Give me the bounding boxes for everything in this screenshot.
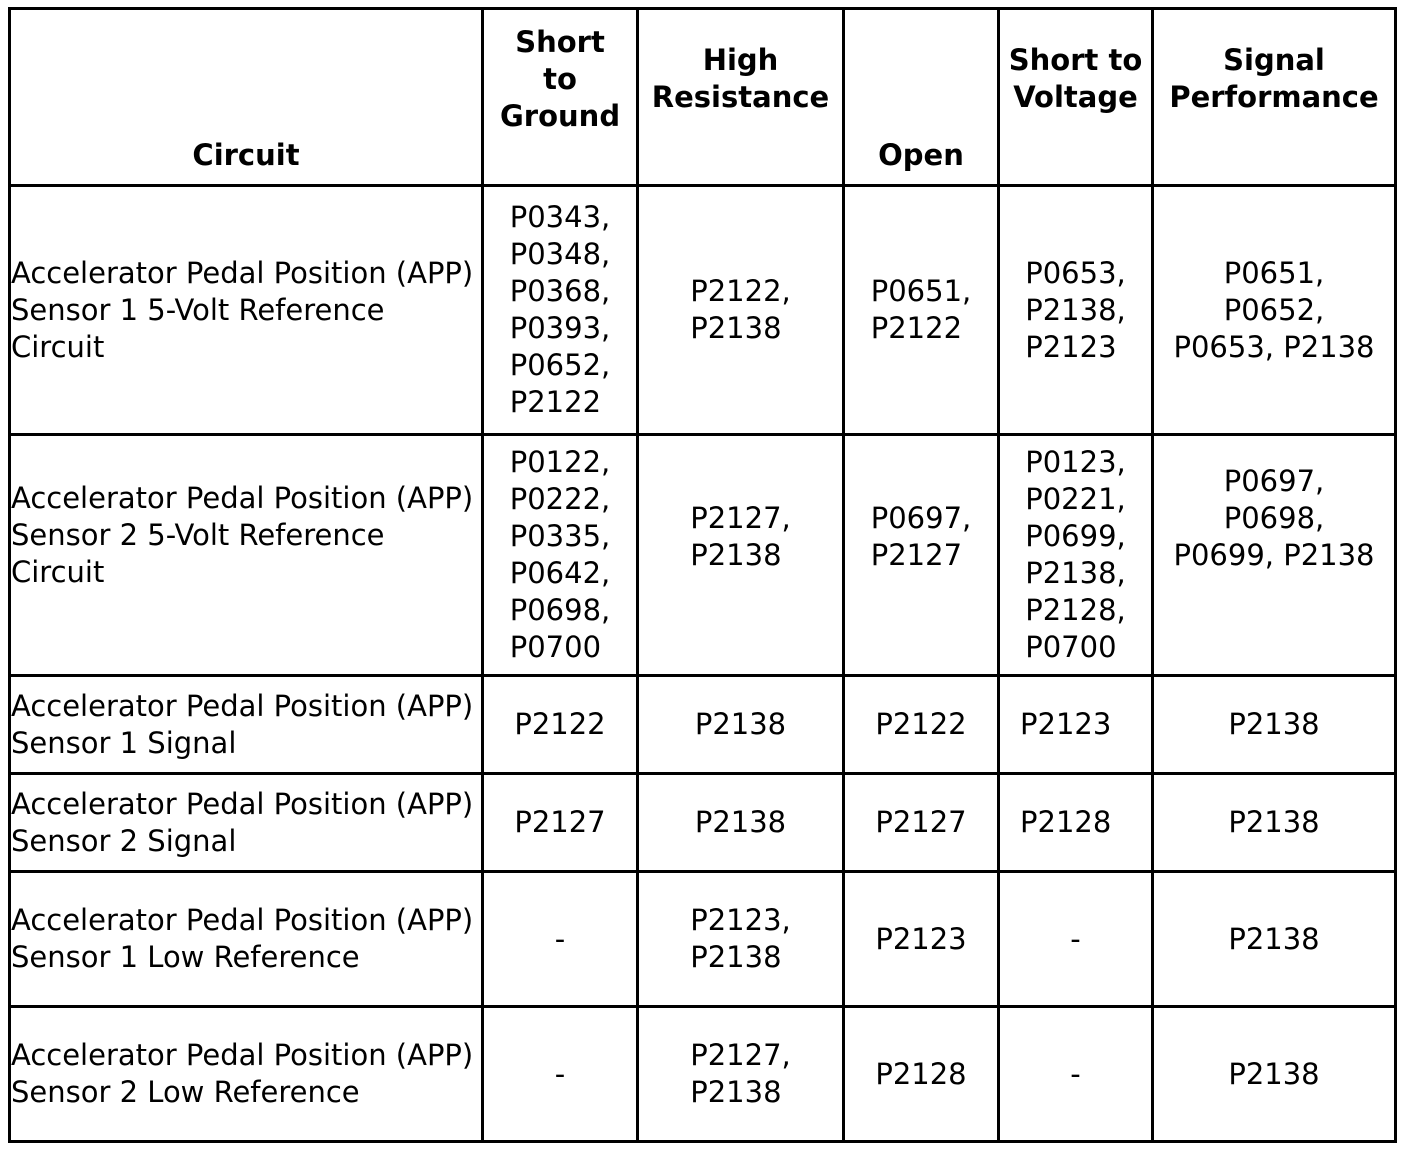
header-circuit: Circuit <box>10 9 483 186</box>
short-to-voltage-cell: - <box>999 1007 1153 1142</box>
open-cell: P2128 <box>844 1007 999 1142</box>
high-resistance-cell: P2138 <box>638 676 844 774</box>
short-to-ground-cell: P2127 <box>483 774 638 872</box>
short-to-voltage-cell: - <box>999 872 1153 1007</box>
table-row <box>10 676 1396 774</box>
header-row <box>10 9 1396 186</box>
short-to-voltage-cell: P2123 <box>999 676 1153 774</box>
header-high-resistance: High Resistance <box>638 9 844 186</box>
short-to-ground-cell: P2122 <box>483 676 638 774</box>
table-row <box>10 774 1396 872</box>
short-to-ground-cell: - <box>483 872 638 1007</box>
short-to-voltage-cell: P0653, P2138, P2123 <box>999 186 1153 435</box>
header-signal-performance: Signal Performance <box>1153 9 1396 186</box>
signal-performance-cell: P2138 <box>1153 1007 1396 1142</box>
header-open: Open <box>844 9 999 186</box>
high-resistance-cell: P2122, P2138 <box>638 186 844 435</box>
high-resistance-cell: P2127, P2138 <box>638 435 844 676</box>
open-cell: P0697, P2127 <box>844 435 999 676</box>
dtc-circuit-table <box>8 7 1397 1143</box>
short-to-ground-cell: P0343, P0348, P0368, P0393, P0652, P2122 <box>483 186 638 435</box>
signal-performance-cell: P2138 <box>1153 676 1396 774</box>
high-resistance-cell: P2127, P2138 <box>638 1007 844 1142</box>
circuit-cell: Accelerator Pedal Position (APP) Sensor 1 Signal <box>10 676 483 774</box>
signal-performance-cell: P0697, P0698, P0699, P2138 <box>1153 435 1396 676</box>
signal-performance-cell: P2138 <box>1153 774 1396 872</box>
open-cell: P0651, P2122 <box>844 186 999 435</box>
open-cell: P2127 <box>844 774 999 872</box>
high-resistance-cell: P2123, P2138 <box>638 872 844 1007</box>
circuit-cell: Accelerator Pedal Position (APP) Sensor 2 Low Reference <box>10 1007 483 1142</box>
short-to-voltage-cell: P0123, P0221, P0699, P2138, P2128, P0700 <box>999 435 1153 676</box>
table-row <box>10 872 1396 1007</box>
table-row <box>10 186 1396 435</box>
table-row <box>10 1007 1396 1142</box>
signal-performance-cell: P2138 <box>1153 872 1396 1007</box>
header-short-to-ground: Short to Ground <box>483 9 638 186</box>
short-to-ground-cell: P0122, P0222, P0335, P0642, P0698, P0700 <box>483 435 638 676</box>
circuit-cell: Accelerator Pedal Position (APP) Sensor 1 5-Volt Reference Circuit <box>10 186 483 435</box>
open-cell: P2122 <box>844 676 999 774</box>
circuit-cell: Accelerator Pedal Position (APP) Sensor 2 5-Volt Reference Circuit <box>10 435 483 676</box>
table-row <box>10 435 1396 676</box>
high-resistance-cell: P2138 <box>638 774 844 872</box>
signal-performance-cell: P0651, P0652, P0653, P2138 <box>1153 186 1396 435</box>
circuit-cell: Accelerator Pedal Position (APP) Sensor 2 Signal <box>10 774 483 872</box>
open-cell: P2123 <box>844 872 999 1007</box>
short-to-ground-cell: - <box>483 1007 638 1142</box>
circuit-cell: Accelerator Pedal Position (APP) Sensor 1 Low Reference <box>10 872 483 1007</box>
short-to-voltage-cell: P2128 <box>999 774 1153 872</box>
header-short-to-voltage: Short to Voltage <box>999 9 1153 186</box>
